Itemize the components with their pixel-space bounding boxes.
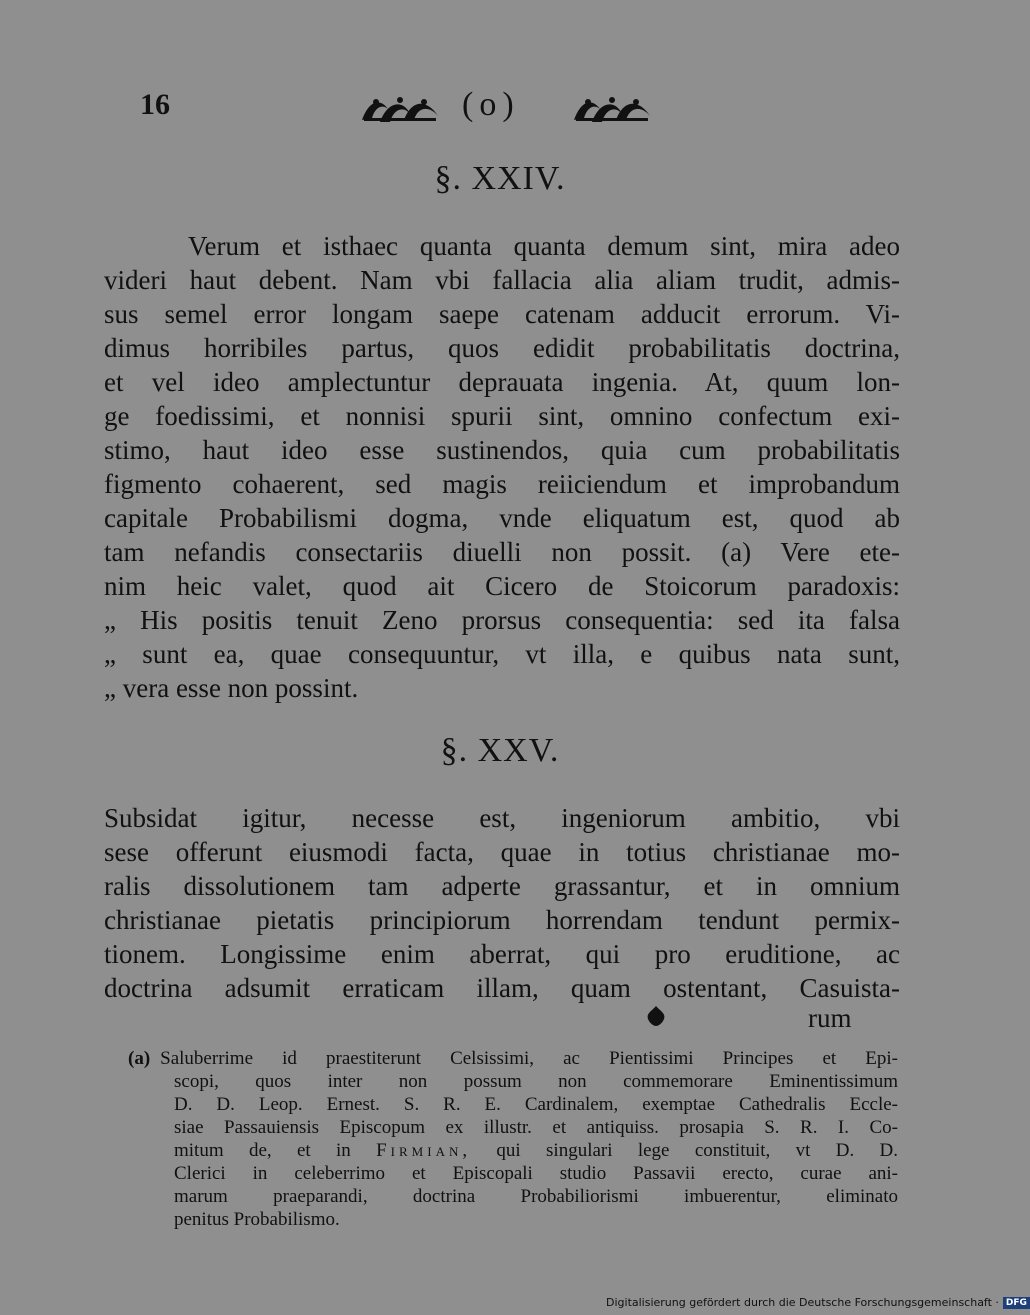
funding-note — [606, 1296, 1030, 1309]
footnote-text: mitum de, et in — [174, 1140, 351, 1161]
text-line: nim heic valet, quod ait Cicero de Stoicorum paradoxis: — [104, 571, 900, 601]
running-head: (o) — [462, 86, 520, 123]
footnote-line: Clerici in celeberrimo et Episcopali studio Passavii erecto, curae ani- — [174, 1163, 898, 1184]
footnote-line: siae Passauiensis Episcopum ex illustr. et antiquiss. prosapia S. R. I. Co- — [174, 1117, 898, 1138]
text-line: dimus horribiles partus, quos edidit probabilitatis doctrina, — [104, 333, 900, 363]
text-line: doctrina adsumit erraticam illam, quam ostentant, Casuista- — [104, 973, 900, 1003]
text-line: „ sunt ea, quae consequuntur, vt illa, e quibus nata sunt, — [104, 639, 900, 669]
text-line: christianae pietatis principiorum horrendam tendunt permix- — [104, 905, 900, 935]
catchword: rum — [808, 1003, 852, 1033]
dfg-logo: DFG — [1003, 1297, 1030, 1309]
text-line: „ His positis tenuit Zeno prorsus consequentia: sed ita falsa — [104, 605, 900, 635]
text-line: Subsidat igitur, necesse est, ingeniorum ambitio, vbi — [104, 803, 900, 833]
footnote-line — [128, 1139, 898, 1162]
section-title: §. XXIV. — [434, 160, 566, 197]
footnote-line — [128, 1047, 898, 1070]
text-line: ralis dissolutionem tam adperte grassantur, et in omnium — [104, 871, 900, 901]
text-line: sese offerunt eiusmodi facta, quae in totius christianae mo- — [104, 837, 900, 867]
footnote-line: scopi, quos inter non possum non commemorare Eminentissimum — [174, 1071, 898, 1092]
footnote-line: marum praeparandi, doctrina Probabiliorismi imbuerentur, eliminato — [174, 1186, 898, 1207]
section-body — [104, 229, 900, 705]
text-line: ge foedissimi, et nonnisi spurii sint, omnino confectum exi- — [104, 401, 900, 431]
text-line: „ vera esse non possint. — [104, 673, 359, 703]
text-line: tam nefandis consectariis diuelli non possit. (a) Vere ete- — [104, 537, 900, 567]
footnote-text: Saluberrime id praestiterunt Celsissimi, ac Pientissimi Principes et Epi- — [160, 1048, 898, 1069]
text-line: videri haut debent. Nam vbi fallacia alia aliam trudit, admis- — [104, 265, 900, 295]
funding-note-text: Digitalisierung gefördert durch die Deutsche Forschungsgemeinschaft · — [606, 1296, 999, 1309]
footnote-name: Firmian, — [376, 1140, 472, 1161]
text-line: stimo, haut ideo esse sustinendos, quia cum probabilitatis — [104, 435, 900, 465]
text-line: Verum et isthaec quanta quanta demum sint, mira adeo — [188, 231, 900, 261]
text-line: capitale Probabilismi dogma, vnde eliquatum est, quod ab — [104, 503, 900, 533]
page-header — [0, 86, 1000, 130]
section-body — [104, 801, 900, 1005]
text-line: et vel ideo amplectuntur deprauata ingenia. At, quum lon- — [104, 367, 900, 397]
section-title: §. XXV. — [440, 732, 560, 769]
page-number: 16 — [140, 88, 170, 121]
footnote-marker: (a) — [128, 1048, 151, 1069]
footnote-line: penitus Probabilismo. — [174, 1209, 340, 1230]
text-line: sus semel error longam saepe catenam adducit errorum. Vi- — [104, 299, 900, 329]
footnote — [128, 1047, 898, 1231]
ornament-icon — [360, 94, 440, 124]
fleuron-icon — [645, 1005, 667, 1027]
text-line: figmento cohaerent, sed magis reiiciendum et improbandum — [104, 469, 900, 499]
text-line: tionem. Longissime enim aberrat, qui pro eruditione, ac — [104, 939, 900, 969]
footnote-text: qui singulari lege constituit, vt D. D. — [496, 1140, 898, 1161]
footnote-line: D. D. Leop. Ernest. S. R. E. Cardinalem, exemptae Cathedralis Eccle- — [174, 1094, 898, 1115]
ornament-icon — [572, 94, 652, 124]
